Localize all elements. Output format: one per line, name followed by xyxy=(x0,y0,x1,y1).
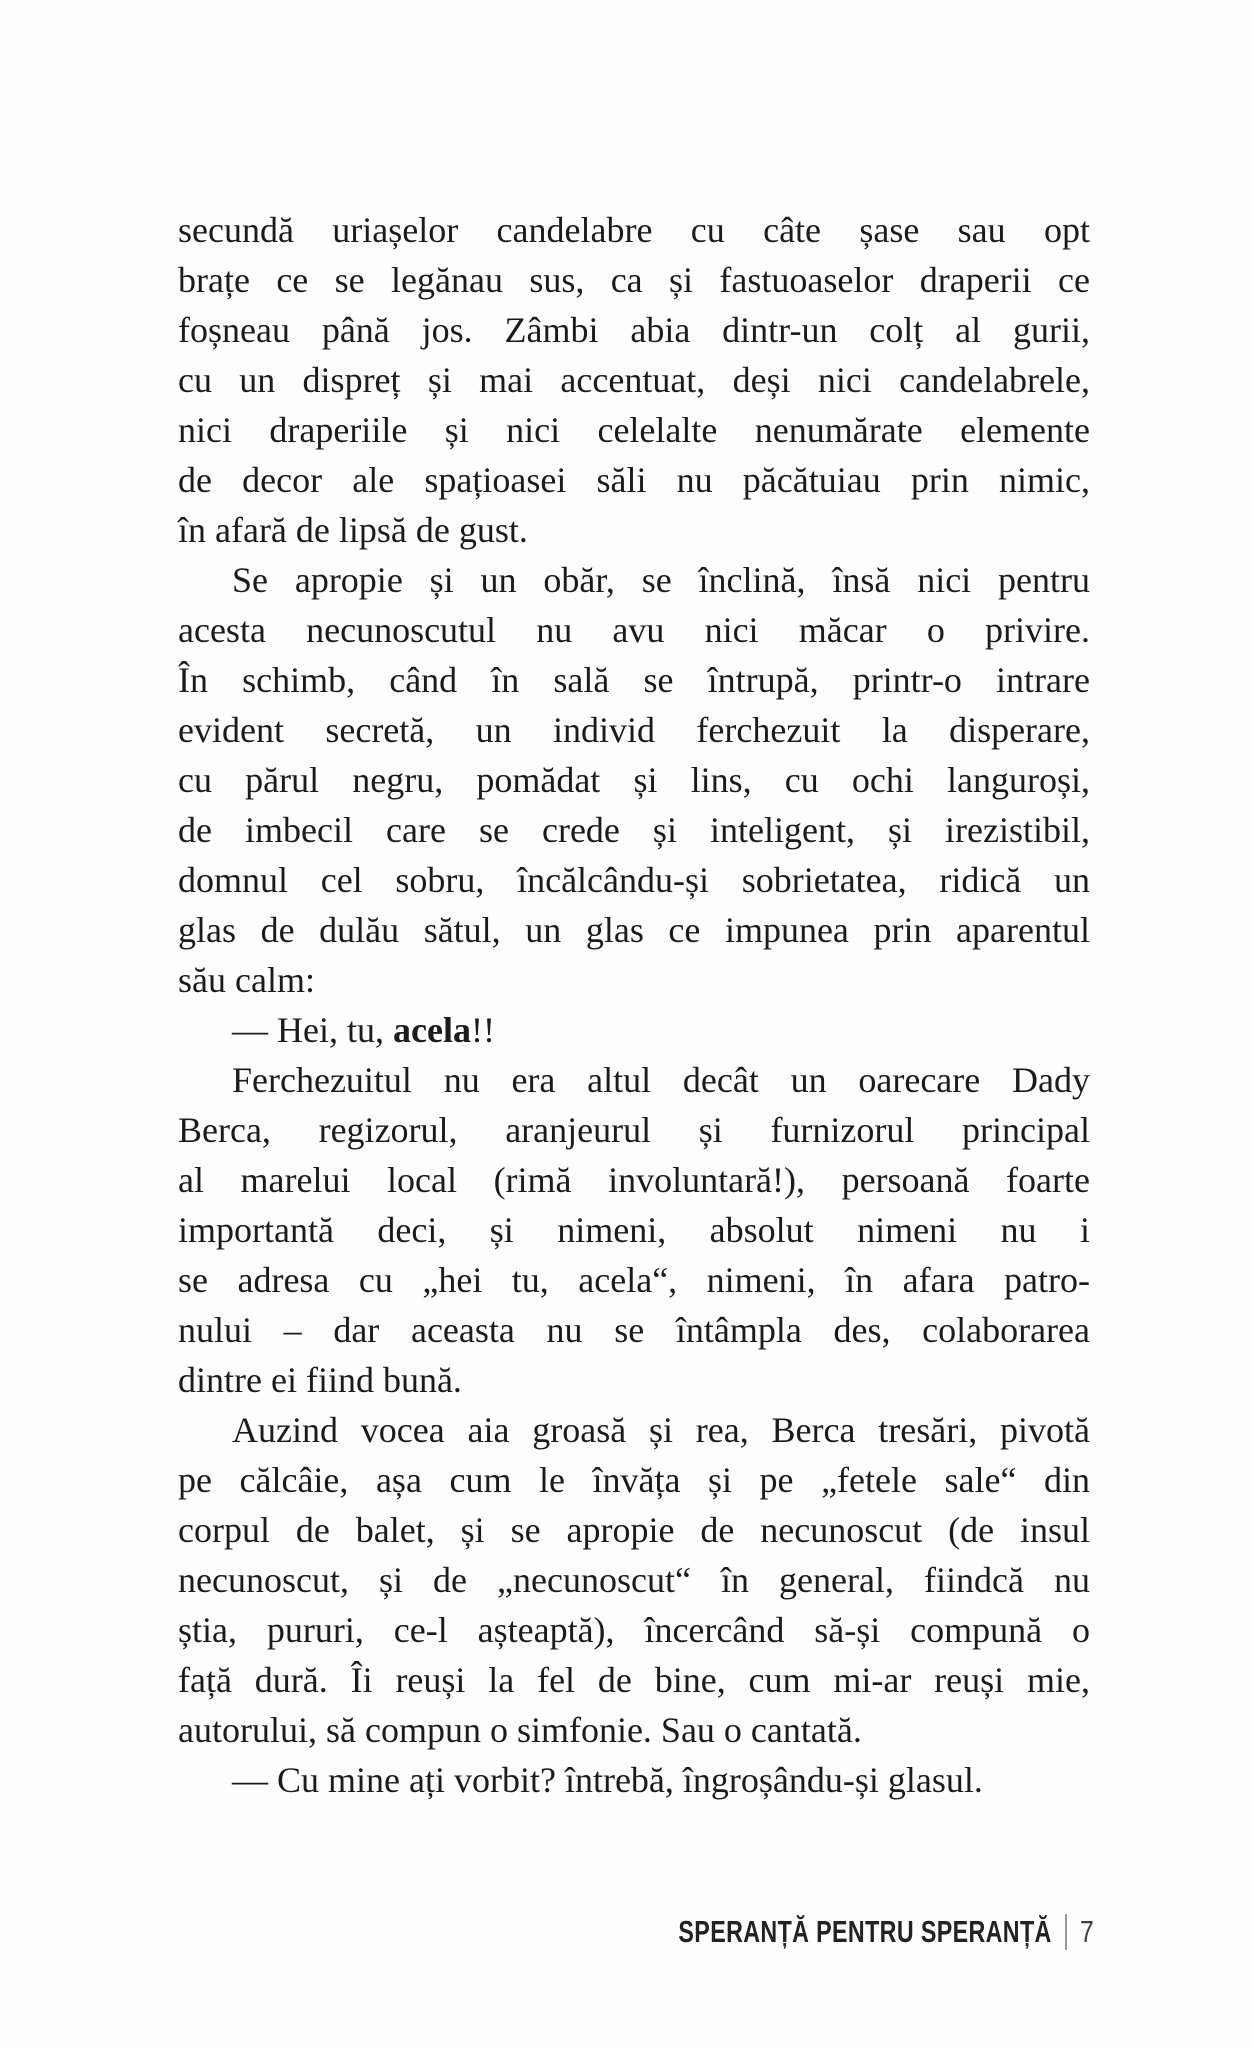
text-line: în afară de lipsă de gust. xyxy=(178,510,528,550)
text-line: nici draperiile și nici celelalte nenumărate elemente xyxy=(178,410,1090,450)
text-line: importantă deci, și nimeni, absolut nimeni nu i xyxy=(178,1210,1090,1250)
text-line: al marelui local (rimă involuntară!), persoană foarte xyxy=(178,1160,1090,1200)
text-line: Se apropie și un obăr, se înclină, însă nici pentru xyxy=(232,560,1090,600)
text-segment: !! xyxy=(470,1010,495,1050)
text-line: — Cu mine ați vorbit? întrebă, îngroșându-și glasul. xyxy=(232,1760,983,1800)
footer-divider xyxy=(1065,1914,1067,1950)
text-line: În schimb, când în sală se întrupă, printr-o intrare xyxy=(178,660,1090,700)
text-line: secundă uriașelor candelabre cu câte șase sau opt xyxy=(178,210,1090,250)
text-line: pe călcâie, așa cum le învăța și pe „fetele sale“ din xyxy=(178,1460,1090,1500)
text-line: cu părul negru, pomădat și lins, cu ochi languroși, xyxy=(178,760,1090,800)
text-line: său calm: xyxy=(178,960,315,1000)
text-line: glas de dulău sătul, un glas ce impunea prin aparentul xyxy=(178,910,1090,950)
text-line: de imbecil care se crede și inteligent, și irezistibil, xyxy=(178,810,1090,850)
text-segment: — Hei, tu, xyxy=(232,1010,393,1050)
text-line: cu un dispreț și mai accentuat, deși nici candelabrele, xyxy=(178,360,1090,400)
text-line: brațe ce se legănau sus, ca și fastuoaselor draperii ce xyxy=(178,260,1090,300)
text-line: acesta necunoscutul nu avu nici măcar o privire. xyxy=(178,610,1090,650)
text-line: nului – dar aceasta nu se întâmpla des, colaborarea xyxy=(178,1310,1090,1350)
body-text xyxy=(178,205,1090,1805)
bold-text: acela xyxy=(392,1010,471,1050)
text-line xyxy=(178,1005,1090,1055)
text-line: Auzind vocea aia groasă și rea, Berca tresări, pivotă xyxy=(232,1410,1090,1450)
text-line: autorului, să compun o simfonie. Sau o cantată. xyxy=(178,1710,862,1750)
text-line: Berca, regizorul, aranjeurul și furnizorul principal xyxy=(178,1110,1090,1150)
text-line: dintre ei fiind bună. xyxy=(178,1360,462,1400)
text-line: se adresa cu „hei tu, acela“, nimeni, în afara patro- xyxy=(178,1260,1090,1300)
text-line: știa, pururi, ce-l așteaptă), încercând să-și compună o xyxy=(178,1610,1090,1650)
text-line: corpul de balet, și se apropie de necunoscut (de insul xyxy=(178,1510,1090,1550)
running-title: SPERANȚĂ PENTRU SPERANȚĂ xyxy=(678,1914,1052,1949)
text-line: evident secretă, un individ ferchezuit la disperare, xyxy=(178,710,1090,750)
text-line: față dură. Îi reuși la fel de bine, cum mi-ar reuși mie, xyxy=(178,1660,1090,1700)
page-footer xyxy=(554,1908,1097,1956)
text-line: de decor ale spațioasei săli nu păcătuiau prin nimic, xyxy=(178,460,1090,500)
text-line: foșneau până jos. Zâmbi abia dintr-un colț al gurii, xyxy=(178,310,1090,350)
text-line: Ferchezuitul nu era altul decât un oarecare Dady xyxy=(232,1060,1090,1100)
text-line: domnul cel sobru, încălcându-și sobrietatea, ridică un xyxy=(178,860,1090,900)
page-number: 7 xyxy=(1079,1914,1094,1949)
text-line: necunoscut, și de „necunoscut“ în general, fiindcă nu xyxy=(178,1560,1090,1600)
